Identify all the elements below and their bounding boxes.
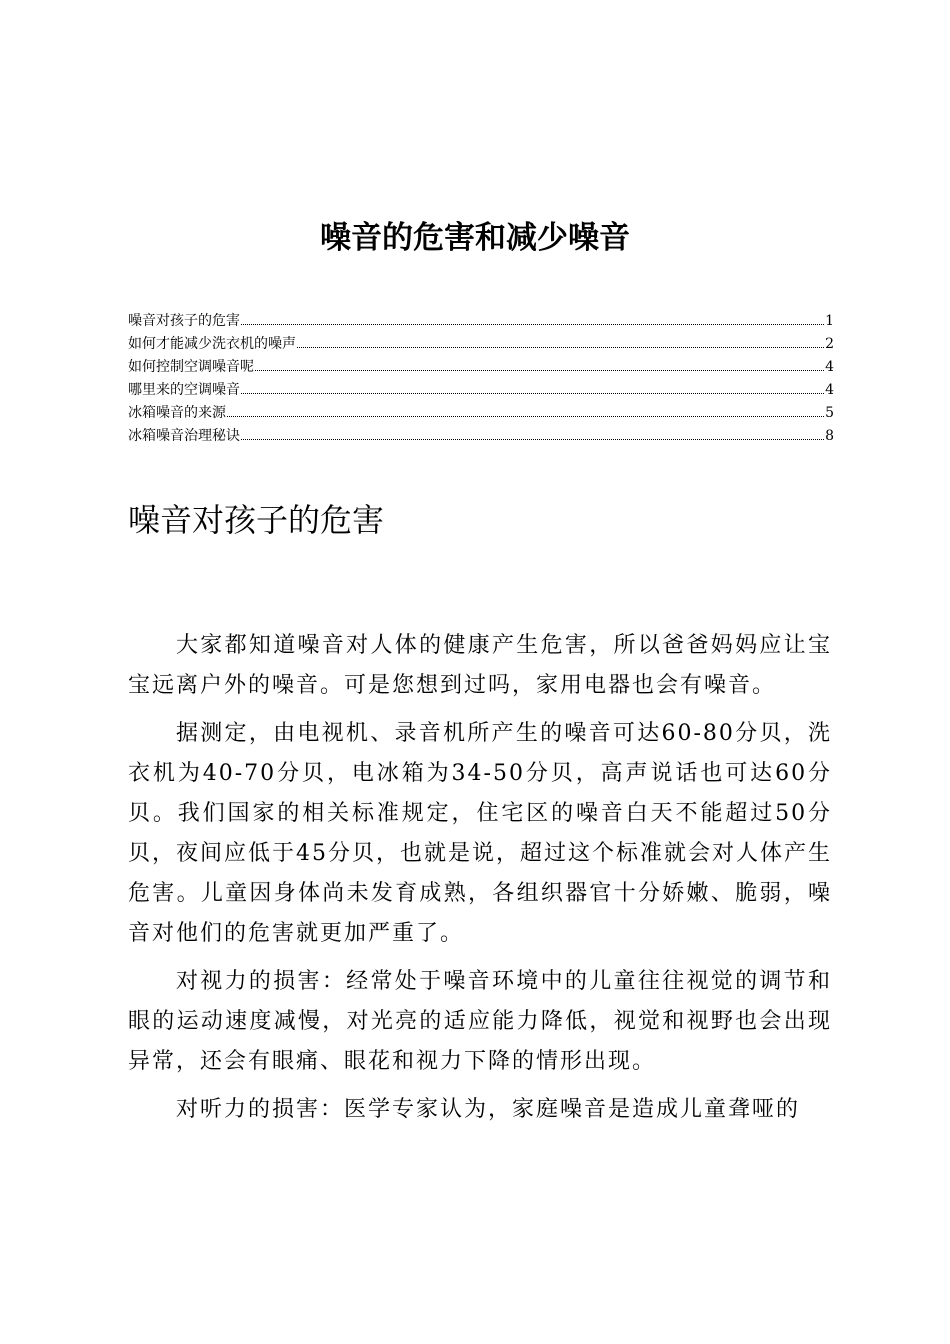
table-of-contents	[128, 310, 834, 448]
toc-leader-dots	[241, 438, 824, 440]
body-paragraph: 据测定，由电视机、录音机所产生的噪音可达60-80分贝，洗衣机为40-70分贝，电冰箱为34-50分贝，高声说话也可达60分贝。我们国家的相关标准规定，住宅区的噪音白天不能超过50分贝，夜间应低于45分贝，也就是说，超过这个标准就会对人体产生危害。儿童因身体尚未发育成熟，各组织器官十分娇嫩、脆弱，噪音对他们的危害就更加严重了。	[128, 721, 832, 946]
toc-entry-page: 1	[825, 313, 834, 329]
toc-entry[interactable]	[128, 356, 834, 379]
toc-entry-page: 4	[825, 382, 834, 398]
toc-entry-page: 5	[825, 405, 834, 421]
toc-leader-dots	[241, 392, 824, 394]
toc-entry-text: 冰箱噪音的来源	[128, 405, 226, 421]
body-paragraph: 对视力的损害：经常处于噪音环境中的儿童往往视觉的调节和眼的运动速度减慢，对光亮的适应能力降低，视觉和视野也会出现异常，还会有眼痛、眼花和视力下降的情形出现。	[128, 969, 832, 1074]
toc-entry-text: 噪音对孩子的危害	[128, 313, 240, 329]
section-body	[128, 626, 832, 1186]
toc-entry[interactable]	[128, 425, 834, 448]
toc-entry-text: 冰箱噪音治理秘诀	[128, 428, 240, 444]
body-paragraph: 对听力的损害：医学专家认为，家庭噪音是造成儿童聋哑的	[176, 1097, 801, 1122]
toc-entry-page: 8	[825, 428, 834, 444]
body-paragraph: 大家都知道噪音对人体的健康产生危害，所以爸爸妈妈应让宝宝远离户外的噪音。可是您想到过吗，家用电器也会有噪音。	[128, 633, 832, 698]
toc-entry-page: 4	[825, 359, 834, 375]
toc-entry-text: 如何才能减少洗衣机的噪声	[128, 336, 296, 352]
section-heading: 噪音对孩子的危害	[128, 501, 385, 539]
toc-leader-dots	[255, 369, 824, 371]
toc-leader-dots	[227, 415, 824, 417]
toc-entry[interactable]	[128, 379, 834, 402]
toc-leader-dots	[241, 323, 824, 325]
toc-leader-dots	[297, 346, 824, 348]
toc-entry[interactable]	[128, 310, 834, 333]
toc-entry-page: 2	[825, 336, 834, 352]
toc-entry[interactable]	[128, 402, 834, 425]
toc-entry[interactable]	[128, 333, 834, 356]
toc-entry-text: 如何控制空调噪音呢	[128, 359, 254, 375]
toc-entry-text: 哪里来的空调噪音	[128, 382, 240, 398]
document-title: 噪音的危害和减少噪音	[320, 220, 630, 256]
